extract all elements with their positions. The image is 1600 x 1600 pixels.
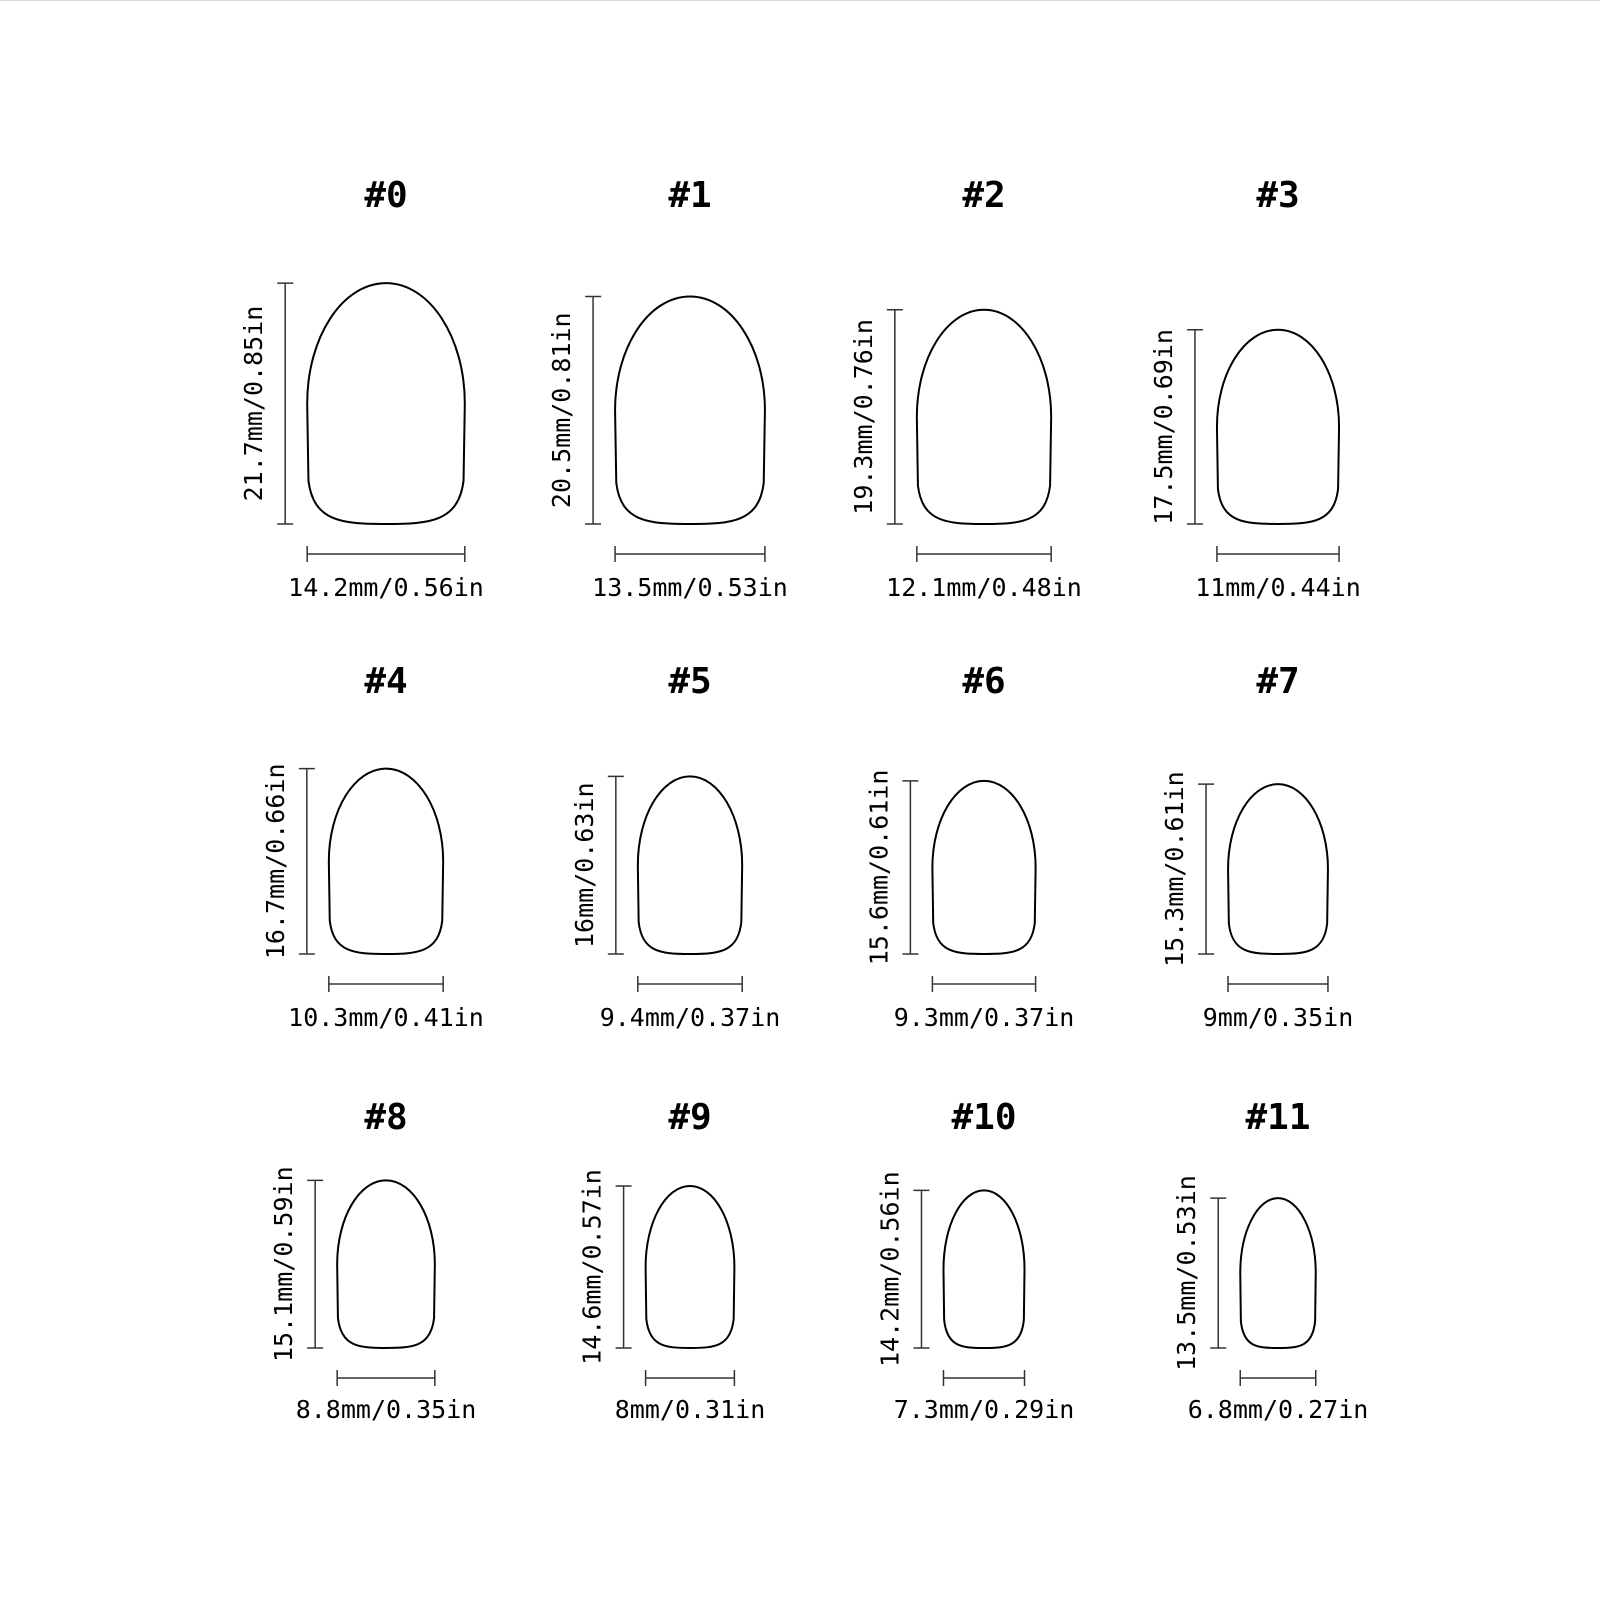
size-title: #11	[1245, 1097, 1311, 1138]
height-dimension-line	[1198, 784, 1214, 954]
height-label: 16mm/0.63in	[569, 782, 599, 948]
width-label: 9.4mm/0.37in	[599, 1003, 781, 1032]
size-title: #2	[962, 175, 1006, 216]
size-card	[239, 175, 484, 602]
nail-outline	[638, 776, 742, 954]
size-card	[849, 175, 1082, 602]
height-dimension-line	[616, 1186, 632, 1348]
size-card	[547, 175, 788, 602]
size-card	[1160, 661, 1353, 1032]
width-dimension-line	[638, 976, 742, 992]
size-card	[875, 1097, 1074, 1424]
size-title: #7	[1256, 661, 1300, 702]
height-dimension-line	[299, 769, 315, 954]
width-dimension-line	[1228, 976, 1328, 992]
width-label: 9.3mm/0.37in	[893, 1003, 1075, 1032]
nail-outline	[337, 1180, 435, 1348]
size-title: #9	[668, 1097, 712, 1138]
nail-outline	[1240, 1198, 1315, 1348]
nail-outline	[932, 781, 1035, 954]
nail-outline	[1217, 330, 1339, 524]
height-dimension-line	[608, 776, 624, 954]
width-dimension-line	[337, 1370, 435, 1386]
height-label: 17.5mm/0.69in	[1148, 329, 1178, 525]
height-label: 13.5mm/0.53in	[1172, 1175, 1202, 1371]
size-title: #6	[962, 661, 1006, 702]
height-label: 14.6mm/0.57in	[577, 1169, 607, 1365]
height-dimension-line	[902, 781, 918, 954]
size-title: #10	[951, 1097, 1017, 1138]
height-dimension-line	[913, 1190, 929, 1348]
height-dimension-line	[307, 1180, 323, 1348]
width-label: 9mm/0.35in	[1202, 1003, 1354, 1032]
nail-outline	[615, 296, 765, 524]
height-label: 20.5mm/0.81in	[547, 312, 577, 509]
width-label: 10.3mm/0.41in	[288, 1003, 484, 1032]
width-label: 8mm/0.31in	[614, 1395, 766, 1424]
width-label: 13.5mm/0.53in	[592, 573, 788, 602]
height-label: 15.3mm/0.61in	[1160, 771, 1190, 967]
width-label: 8.8mm/0.35in	[295, 1395, 477, 1424]
size-title: #0	[364, 175, 408, 216]
nail-outline	[1228, 784, 1328, 954]
height-dimension-line	[1210, 1198, 1226, 1348]
width-dimension-line	[646, 1370, 735, 1386]
size-title: #4	[364, 661, 408, 702]
size-title: #1	[668, 175, 712, 216]
height-label: 16.7mm/0.66in	[260, 763, 290, 960]
size-card	[864, 661, 1074, 1032]
width-label: 12.1mm/0.48in	[886, 573, 1082, 602]
nail-outline	[917, 310, 1051, 524]
width-label: 7.3mm/0.29in	[893, 1395, 1075, 1424]
height-dimension-line	[277, 283, 293, 524]
width-dimension-line	[917, 546, 1051, 562]
width-dimension-line	[329, 976, 443, 992]
height-label: 19.3mm/0.76in	[848, 319, 878, 515]
size-title: #3	[1256, 175, 1300, 216]
size-card	[1149, 175, 1361, 602]
height-label: 21.7mm/0.85in	[239, 305, 269, 502]
size-card	[578, 1097, 766, 1424]
height-dimension-line	[1187, 330, 1203, 524]
size-card	[1172, 1097, 1368, 1424]
width-label: 14.2mm/0.56in	[288, 573, 484, 602]
width-dimension-line	[1217, 546, 1339, 562]
width-label: 6.8mm/0.27in	[1187, 1395, 1369, 1424]
width-dimension-line	[1240, 1370, 1315, 1386]
size-card	[570, 661, 780, 1032]
nail-outline	[943, 1190, 1024, 1348]
height-dimension-line	[887, 310, 903, 524]
width-dimension-line	[943, 1370, 1024, 1386]
height-label: 15.1mm/0.59in	[269, 1166, 299, 1363]
nail-outline	[329, 769, 443, 954]
height-label: 15.6mm/0.61in	[864, 769, 894, 966]
size-title: #5	[668, 661, 712, 702]
width-dimension-line	[932, 976, 1035, 992]
width-label: 11mm/0.44in	[1195, 573, 1361, 602]
nail-outline	[307, 283, 465, 524]
nail-outline	[646, 1186, 735, 1348]
size-card	[261, 661, 484, 1032]
width-dimension-line	[615, 546, 765, 562]
height-dimension-line	[585, 296, 601, 524]
size-title: #8	[364, 1097, 408, 1138]
height-label: 14.2mm/0.56in	[875, 1171, 905, 1368]
width-dimension-line	[307, 546, 465, 562]
size-card	[269, 1097, 476, 1424]
